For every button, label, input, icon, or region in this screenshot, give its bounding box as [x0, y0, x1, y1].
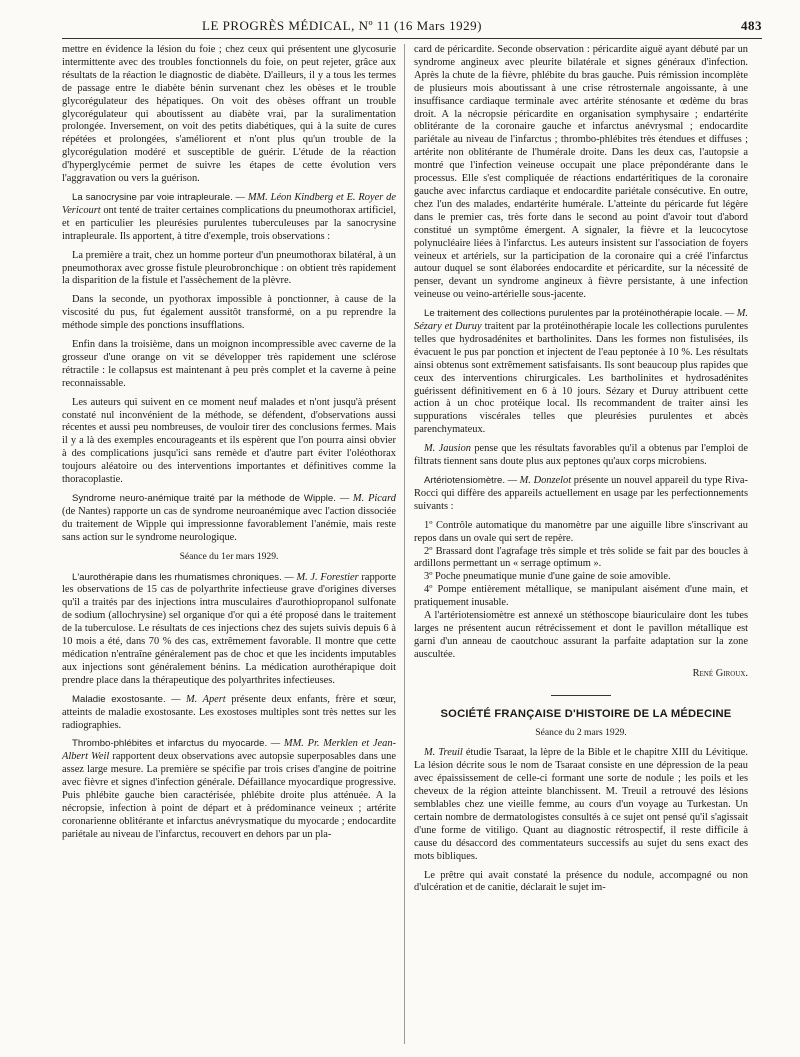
sanocrysine-paragraph: [62, 192, 396, 244]
journal-title: LE PROGRÈS MÉDICAL, Nº 11 (16 Mars 1929): [202, 18, 482, 33]
section-heading: Artériotensiomètre.: [424, 475, 506, 486]
section-heading: Maladie exostosante.: [72, 693, 166, 705]
list-item: 4º Pompe entièrement métallique, se manipulant aisément d'une main, et pratiquement inusable.: [414, 584, 748, 609]
body-text: présente un nouvel appareil du type Riva-Rocci qui diffère des appareils actuellement en usage par les perfectionnements suivants :: [414, 475, 748, 512]
paragraph: La première a trait, chez un homme porteur d'un pneumothorax bilatéral, à un pneumothorax avec grosse fistule pleurobronchique : on obtient très rapidement la disparition de la fistule et l'assèchement de la plèvre.: [62, 249, 396, 287]
body-text: traitent par la protéinothérapie locale les collections purulentes telles que hydrosadénites et bartholinites. Dans les formes non fistulisées, ils évacuent le pus par ponction et injectent de l'eau peptonée à 10 %. Les résultats ainsi obtenus sont extrêmement satisfaisants. Ils sont beaucoup plus rapides que ceux des interventions chirurgicales. Les bartholinites et hydrosadénites guérissent définitivement en 6 à 10 jours. Sézary et Duruy attribuent cette action à un choc protéique local. Ils recommandent de traiter ainsi les suppurations viscérales telles que pleurésies purulentes et abcès parenchymateux.: [414, 321, 748, 436]
paragraph: Le prêtre qui avait constaté la présence du nodule, accompagné ou non d'ulcération et de canitie, déclarait le sujet im-: [414, 869, 748, 894]
paragraph: Enfin dans la troisième, dans un moignon incompressible avec caverne de la grosseur d'une orange on vit se développer très rapidement une sclérose rétractile : le collapsus est maintenant à peu près complet et la caverne à peine reconnaissable.: [62, 339, 396, 389]
society-seance-date: Séance du 2 mars 1929.: [535, 726, 627, 738]
section-heading: Syndrome neuro-anémique traité par la méthode de Wipple.: [72, 493, 336, 504]
list-item: 1º Contrôle automatique du manomètre par une aiguille libre s'inscrivant au repos dans un ovale qui sert de repère.: [414, 519, 748, 544]
section-heading: La sanocrysine par voie intrapleurale.: [72, 191, 233, 203]
header-rule: [62, 38, 762, 39]
body-text: rapporte les observations de 15 cas de polyarthrite infectieuse grave d'origines diverses qu'il a traités par des injections intra musculaires d'aurothiopropanol sulfonate de sodium (allochrysine) sel organique d'or qui a été proposé dans le traitement de la tuberculose. Le résultats de ces injections chez des sujets suivis depuis 6 à 10 mois a été, dans 70 % des cas, extrêmement favorable. Il montre que cette médication n'entraîne généralement pas de choc et que les incidents imputables aux injections sont généralement bénins. La médication aurothérapique doit prendre place dans la thérapeutique des polyarthrites infectieuses.: [62, 571, 397, 686]
wipple-paragraph: [62, 493, 396, 545]
authors: M. Jausion: [424, 443, 471, 455]
section-heading: Thrombo-phlébites et infarctus du myocarde.: [72, 738, 268, 750]
page-number: 483: [741, 18, 762, 33]
paragraph: A l'artériotensiomètre est annexé un stéthoscope biauriculaire dont les tubes larges ne présentent aucun rétrécissement et dont le pavillon métallique est garni d'un anneau de caoutchouc assurant la parfaite adaptation sur la zone auscultée.: [414, 610, 748, 660]
proteinotherapie-paragraph: [414, 308, 748, 437]
right-column: [414, 44, 748, 901]
section-divider: [551, 695, 611, 696]
section-heading: L'aurothérapie dans les rhumatismes chroniques.: [72, 571, 282, 583]
aurotherapie-paragraph: [62, 572, 396, 688]
body-text: pense que les résultats favorables qu'il a obtenus par l'emploi de filtrats tiennent sans doute plus aux peptones qu'aux corps microbiens.: [414, 443, 748, 468]
column-divider: [404, 44, 405, 1044]
body-text: rapportent deux observations avec autopsie superposables dans une assez large mesure. La première se spécifie par trois crises d'angine de poitrine avec fièvre et signes d'infection générale. Défaillance myocardique progressive. Puis phlébite gauche bien caractérisée, phlébite droite plus atténuée. A la nécropsie, infection à point de départ et à prédominance veineux ; artérite coronarienne oblitérante et infarctus anévrysmatique du myocarde ; endocardite pariétale au niveau de l'infarctus, recouvert en dehors par un pla-: [62, 751, 396, 840]
paragraph: Dans la seconde, un pyothorax impossible à ponctionner, à cause de la viscosité du pus, fut également aussitôt transformé, on a pu reprendre la méthode simple des ponctions insufflations.: [62, 294, 396, 332]
list-item: 3º Poche pneumatique munie d'une gaine de soie amovible.: [424, 571, 671, 583]
jausion-paragraph: [414, 443, 748, 469]
section-heading: Le traitement des collections purulentes par la protéinothérapie locale.: [424, 308, 723, 320]
body-text: ont tenté de traiter certaines complications du pneumothorax artificiel, et en particulier les pleurésies purulentes tuberculeuses par la sanocrysine intrapleurale. Ils apportent, à titre d'exemple, trois observations :: [62, 204, 396, 242]
authors: — M. Apert: [171, 693, 226, 705]
paragraph: Les auteurs qui suivent en ce moment neuf malades et n'ont jusqu'à présent constaté nul inconvénient de la méthode, se défendent, d'observations aussi récentes et aussi peu nombreuses, de vouloir tirer des conclusions fermes. Mais il y a là des exemples encourageants et ils espèrent que l'on pourra ainsi obvier à des complications jusqu'ici sans remède et d'autre part éviter l'oléothorax toujours aléatoire ou des interventions importantes et définitives comme la thoracoplastie.: [62, 396, 396, 486]
authors: — MM. Léon Kindberg et E. Royer de Vericourt: [62, 191, 396, 216]
running-header: [62, 18, 762, 36]
authors: — M. Sézary et Duruy: [414, 308, 748, 333]
thrombo-paragraph: [62, 738, 396, 841]
arteriotensiometre-paragraph: [414, 475, 748, 514]
society-title: SOCIÉTÉ FRANÇAISE D'HISTOIRE DE LA MÉDECINE: [440, 707, 732, 720]
list-item: 2º Brassard dont l'agrafage très simple et très solide se fait par des boucles à ardillons permettant un « serrage optimum ».: [414, 545, 748, 570]
authors: — MM. Pr. Merklen et Jean-Albert Weil: [62, 738, 396, 763]
authors: — M. Picard: [339, 493, 396, 504]
exostosante-paragraph: [62, 694, 396, 733]
body-text: (de Nantes) rapporte un cas de syndrome neuroanémique avec l'action dissociée du traitement de Wipple qui impressionne favorablement l'anémie, mais reste sans action sur le syndrome neurologique.: [62, 505, 396, 543]
body-text: présente deux enfants, frère et sœur, atteints de maladie exostosante. Les exostoses multiples sont très nettes sur les radiographies.: [62, 693, 396, 731]
seance-date: Séance du 1er mars 1929.: [179, 550, 279, 562]
treuil-paragraph: [414, 747, 748, 863]
authors: — M. Donzelot: [507, 475, 572, 486]
signature: René Giroux.: [692, 667, 748, 679]
authors: M. Treuil: [424, 747, 463, 759]
paragraph: card de péricardite. Seconde observation : péricardite aiguë ayant débuté par un syndrome angineux avec pleurite bilatérale et signes généraux d'infection. Après la chute de la fièvre, phlébite du bras gauche. Puis rémission incomplète de plusieurs mois aboutissant à une crise rétrosternale angoissante, à une insuffisance cardiaque terminale avec artérite sténosante et œdème du bras droit. A la nécropsie péricardite en organisation symphysaire ; endartérite oblitérante de la coronaire gauche et infarctus anévrysmal ; endocardite pariétale au niveau de l'infarctus ; thrombo-phlébites très étendues et diffuses ; artérite non oblitérante de l'humérale droite. Dans les deux cas, l'autopsie a montré que l'infection veineuse occupait une place prépondérante dans le processus. Elle s'est compliquée de réactions endartéritiques de la coronaire gauche avec infarctus cardiaque et endocardite pariétale consécutive. En outre, chez l'un des malades, endartérite humérale. L'atteinte du péricarde fut légère dans le premier cas, très forte dans le second au point d'avoir tout d'abord constitué un symptôme émergent. A signaler, la fièvre et la leucocytose polynucléaire liées à l'infarctus. Les auteurs insistent sur l'association de foyers veineux et artériels, sur la participation de la coronaire qui a créé l'infarctus autour duquel se sont élaborées endocardite et péricardite, sur la nécessité de penser, devant un syndrome angineux à fièvre persistante, à une infection veineuse ou veino-artérielle sous-jacente.: [414, 44, 748, 301]
body-text: étudie Tsaraat, la lèpre de la Bible et le chapitre XIII du Lévitique. La lésion décrite sous le nom de Tsaraat consiste en une dépression de la peau avec épaississement de celle-ci formant une sorte de nodule ; les poils et les cheveux de la région atteinte blanchissent. M. Treuil a retrouvé des lésions semblables chez une vieille femme, au cours d'un voyage au Turkestan. Un certain nombre de dermatologistes consultés à ce sujet ont pensé qu'il s'agissait d'une forme de vitiligo. Quant au diagnostic rétrospectif, il reste difficile à cause du désaccord des commentateurs successifs au sujet du sens exact des mots bibliques.: [414, 747, 749, 862]
left-column: [62, 44, 396, 848]
paragraph: mettre en évidence la lésion du foie ; chez ceux qui présentent une glycosurie intermittente avec des troubles fonctionnels du foie, on peut rejeter, grâce aux résultats de la réaction le diagnostic de diabète. D'ailleurs, il y a tous les termes de passage entre le diabète bénin survenant chez les obèses et le trouble glycorégulateur des hépatiques. On voit des obèses offrant un trouble glycorégulateur qui aboutissent au diabète vrai, par la suralimentation prolongée. Inversement, on voit des petits diabétiques, qui à la suite de cures répétées et prolongées, s'améliorent et n'ont plus qu'un trouble de la glycorégulation modéré et susceptible de guérir. L'étude de la réaction d'hyperglycémie permet de suivre les étapes de cette évolution vers l'aggravation ou vers la guérison.: [62, 44, 396, 185]
authors: — M. J. Forestier: [284, 571, 359, 583]
